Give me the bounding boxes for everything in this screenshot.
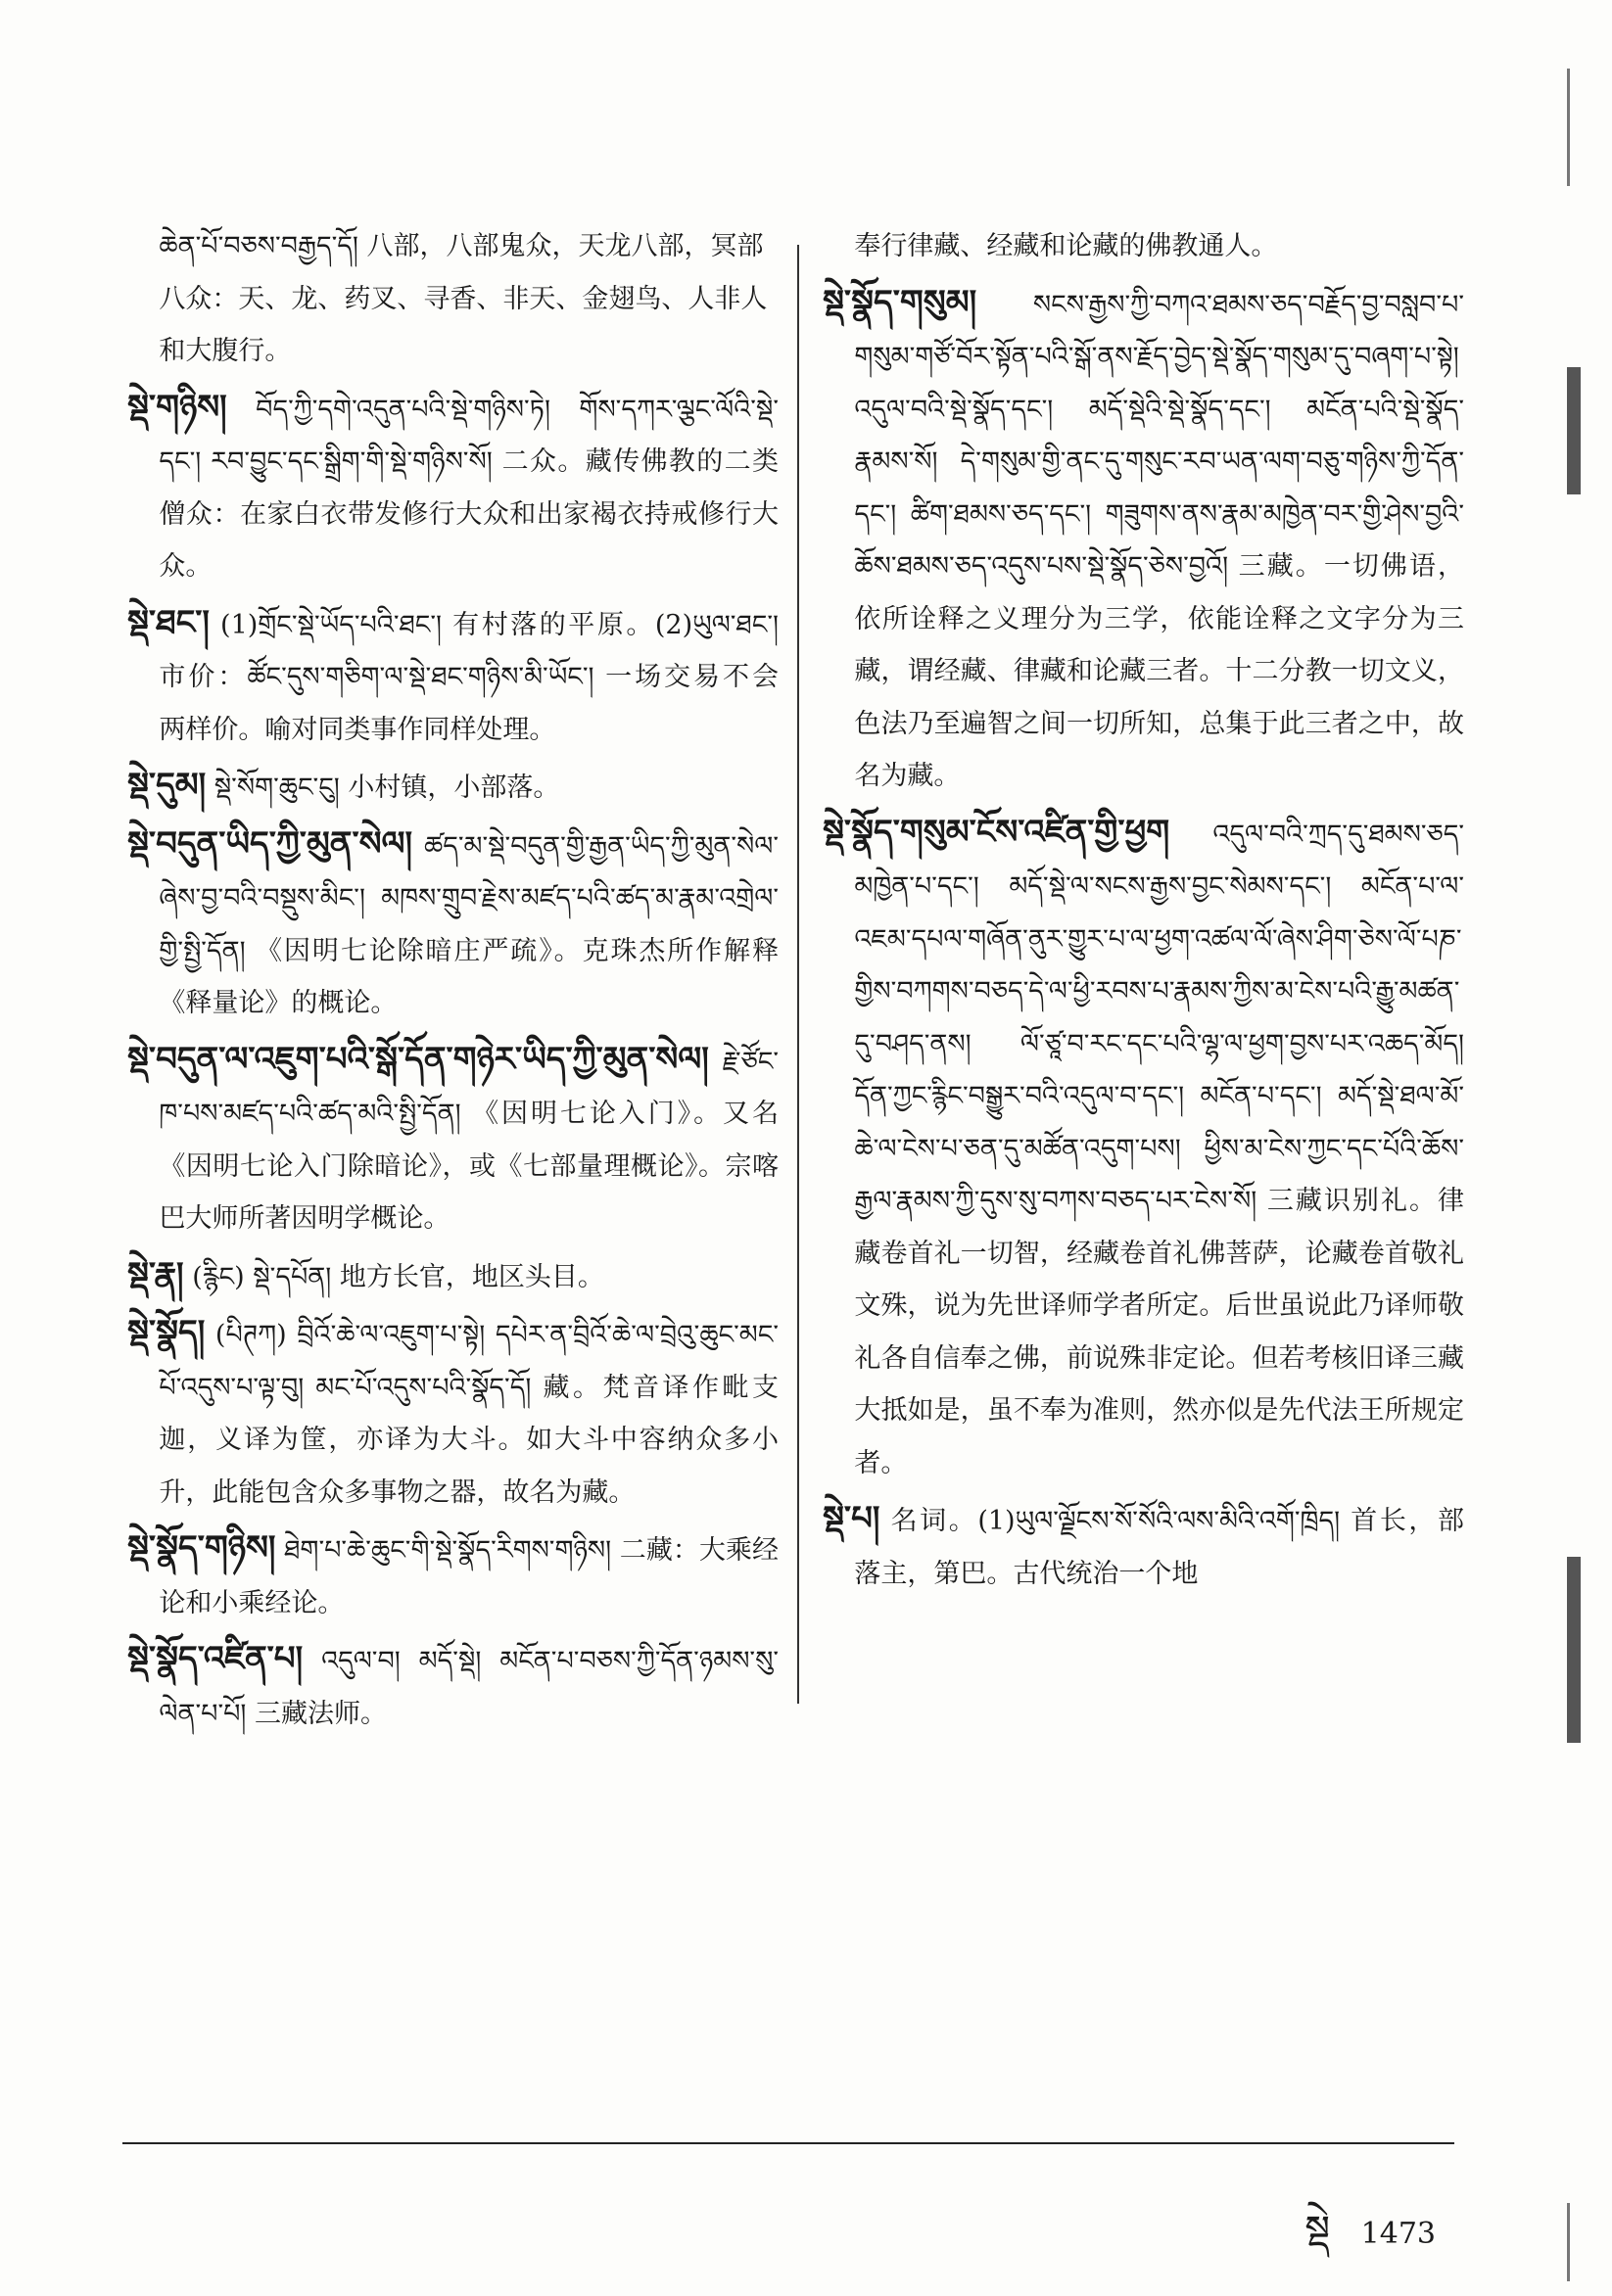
entry-text: 奉行律藏、经藏和论藏的佛教通人。 (854, 231, 1278, 261)
entry-text: ཐེག་པ་ཆེ་ཆུང་གི་སྡེ་སྣོད་རིགས་གཉིས། 二藏：大乘经论和小乘经论。 (159, 1535, 779, 1618)
entry-headword: སྡེ་དུམ། (127, 766, 207, 805)
running-letter: སྡེ (1304, 2208, 1331, 2253)
entry-text: (པིཊཀ) བྲིའོ་ཆེ་ལ་འཇུག་པ་སྟེ། དཔེར་ན་བྲིའོ་ཆེ་ལ་བྲེའུ་ཆུང་མང་པོ་འདུས་པ་ལྟ་བུ། མང་པོ་འདུས་པའི་སྣོད་དོ། 藏。梵音译作毗支迦，义译为筐，亦译为大斗。如大斗中容纳众多小升，此能包含众多事物之器，故名为藏。 (159, 1320, 779, 1508)
entry-headword: སྡེ་བདུན་ལ་འཇུག་པའི་སྒོ་དོན་གཉེར་ཡིད་ཀྱི་མུན་སེལ། (127, 1039, 709, 1079)
entry-headword: སྡེ་བདུན་ཡིད་ཀྱི་མུན་སེལ། (127, 823, 413, 864)
column-divider (797, 245, 799, 1704)
dictionary-entry (127, 1307, 779, 1519)
dictionary-entry (127, 1249, 779, 1304)
left-column (127, 220, 779, 1744)
dictionary-entry (127, 382, 779, 593)
entry-headword: སྡེ་སྣོད་གཉིས། (127, 1528, 276, 1568)
entry-text: སངས་རྒྱས་ཀྱི་བཀའ་ཐམས་ཅད་བརྗོད་བྱ་བསླབ་པ་གསུམ་གཙོ་བོར་སྟོན་པའི་སྒོ་ནས་རྗོད་བྱེད་སྡེ་སྣོད་གསུམ་དུ་བཞག་པ་སྟེ། འདུལ་བའི་སྡེ་སྣོད་དང་། མདོ་སྡེའི་སྡེ་སྣོད་དང་། མངོན་པའི་སྡེ་སྣོད་རྣམས་སོ། དེ་གསུམ་གྱི་ནང་དུ་གསུང་རབ་ཡན་ལག་བཅུ་གཉིས་ཀྱི་དོན་དང་། ཚིག་ཐམས་ཅད་དང་། གཟུགས་ནས་རྣམ་མཁྱེན་བར་གྱི་ཤེས་བྱའི་ཆོས་ཐམས་ཅད་འདུས་པས་སྡེ་སྣོད་ཅེས་བྱའོ། 三藏。一切佛语，依所诠释之义理分为三学，依能诠释之文字分为三藏，谓经藏、律藏和论藏三者。十二分教一切文义，色法乃至遍智之间一切所知，总集于此三者之中，故名为藏。 (854, 289, 1464, 791)
dictionary-entry (823, 1493, 1464, 1600)
entry-text: འདུལ་བའི་ཀྲད་དུ་ཐམས་ཅད་མཁྱེན་པ་དང་། མདོ་སྡེ་ལ་སངས་རྒྱས་བྱང་སེམས་དང་། མངོན་པ་ལ་འཇམ་དཔལ་གཞོན་ནུར་གྱུར་པ་ལ་ཕྱག་འཚལ་ལོ་ཞེས་ཤིག་ཅེས་ལོ་པཎ་གྱིས་བཀགས་བཅད་དེ་ལ་ཕྱི་རབས་པ་རྣམས་ཀྱིས་མ་ངེས་པའི་རྒྱུ་མཚན་དུ་བཤད་ནས། ལོ་ཙཱ་བ་རང་དང་པའི་ལྷ་ལ་ཕྱག་བྱས་པར་འཆད་མོད། དོན་ཀྱང་རྙིང་བསྒྱུར་བའི་འདུལ་བ་དང་། མངོན་པ་དང་། མདོ་སྡེ་ཐལ་མོ་ཆེ་ལ་ངེས་པ་ཅན་དུ་མཚོན་འདུག་པས། ཕྱིས་མ་ངེས་ཀྱང་དང་པོའི་ཆོས་རྒྱལ་རྣམས་ཀྱི་དུས་སུ་བཀས་བཅད་པར་ངེས་སོ། 三藏识别礼。律藏卷首礼一切智，经藏卷首礼佛菩萨，论藏卷首敬礼文殊，说为先世译师学者所定。后世虽说此乃译师敬礼各自信奉之佛，前说殊非定论。但若考核旧译三藏大抵如是，虽不奉为准则，然亦似是先代法王所规定者。 (854, 819, 1464, 1478)
scan-edge-mark (1567, 367, 1581, 494)
entry-continuation (127, 220, 779, 378)
entry-text: (རྙིང) སྡེ་དཔོན། 地方长官，地区头目。 (192, 1261, 604, 1292)
entry-headword: སྡེ་ཐང་། (127, 602, 210, 642)
right-column (823, 220, 1464, 1604)
entry-text: ཆེན་པོ་བཅས་བརྒྱད་དོ། 八部，八部鬼众，天龙八部，冥部八众：天、龙、药叉、寻香、非天、金翅鸟、人非人和大腹行。 (159, 231, 768, 366)
entry-text: རྗེ་ཙོང་ཁ་པས་མཛད་པའི་ཚད་མའི་སྤྱི་དོན། 《因明七论入门》。又名《因明七论入门除暗论》，或《七部量理概论》。宗喀巴大师所著因明学概论。 (159, 1046, 779, 1234)
dictionary-entry (127, 760, 779, 815)
entry-headword: སྡེ་པ། (823, 1499, 880, 1538)
scan-edge-mark (1567, 1557, 1581, 1743)
dictionary-entry (823, 277, 1464, 803)
entry-text: ཚད་མ་སྡེ་བདུན་གྱི་རྒྱན་ཡིད་ཀྱི་མུན་སེལ་ཞེས་བྱ་བའི་བསྡུས་མིང་། མཁས་གྲུབ་རྗེས་མཛད་པའི་ཚད་མ་རྣམ་འགྲེལ་གྱི་སྤྱི་དོན། 《因明七论除暗庄严疏》。克珠杰所作解释《释量论》的概论。 (159, 830, 779, 1018)
dictionary-entry (127, 1523, 779, 1629)
dictionary-entry (127, 819, 779, 1030)
entry-headword: སྡེ་སྣོད། (127, 1313, 206, 1352)
scan-edge-mark (1567, 69, 1570, 186)
entry-text: (1)གྲོང་སྡེ་ཡོད་པའི་ཐང་། 有村落的平原。(2)ཡུལ་ཐང་། 市价：ཚོང་དུས་གཅིག་ལ་སྡེ་ཐང་གཉིས་མི་ཡོང་། 一场交易不会两样价。喻对同类事作同样处理。 (159, 609, 779, 745)
entry-headword: སྡེ་གཉིས། (127, 387, 227, 427)
dictionary-entry (823, 807, 1464, 1490)
entry-continuation (823, 220, 1464, 273)
entry-headword: སྡེ་སྣོད་གསུམ། (823, 282, 977, 322)
entry-text: བོད་ཀྱི་དགེ་འདུན་པའི་སྡེ་གཉིས་ཏེ། གོས་དཀར་ལྕང་ལོའི་སྡེ་དང་། རབ་བྱུང་དང་སྒྲིག་གི་སྡེ་གཉིས་སོ། 二众。藏传佛教的二类僧众：在家白衣带发修行大众和出家褐衣持戒修行大众。 (159, 394, 779, 582)
footer-rule (122, 2142, 1454, 2144)
dictionary-entry (127, 597, 779, 757)
page-number: 1473 (1360, 2217, 1436, 2251)
entry-text: 名词。(1)ཡུལ་ལྗོངས་སོ་སོའི་ལས་མིའི་འགོ་ཁྲིད། 首长，部落主，第巴。古代统治一个地 (854, 1506, 1464, 1589)
entry-text: འདུལ་བ། མདོ་སྡེ། མངོན་པ་བཅས་ཀྱི་དོན་ཉམས་སུ་ལེན་པ་པོ། 三藏法师。 (159, 1646, 779, 1729)
entry-headword: སྡེ་རྣ། (127, 1254, 184, 1294)
dictionary-entry (127, 1633, 779, 1740)
page-footer (1304, 2185, 1436, 2296)
dictionary-entry (127, 1034, 779, 1245)
entry-text: སྡེ་སོག་ཆུང་ངུ། 小村镇，小部落。 (213, 773, 560, 803)
entry-headword: སྡེ་སྣོད་འཛིན་པ། (127, 1639, 304, 1678)
entry-headword: སྡེ་སྣོད་གསུམ་ངོས་འཛིན་གྱི་ཕྱག (823, 812, 1170, 852)
scan-edge-mark (1567, 2203, 1570, 2281)
